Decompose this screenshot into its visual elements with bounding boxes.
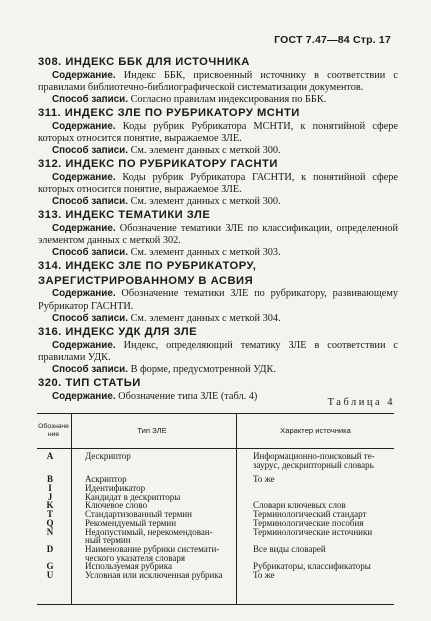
- table-row: J Кандидат в дескрипторы: [47, 491, 181, 502]
- section-heading: 314. ИНДЕКС ЗЛЕ ПО РУБРИКАТОРУ, ЗАРЕГИСТРИРОВАННОМУ В АСВИЯ: [38, 260, 257, 287]
- section-content: Содержание. Индекс ББК, присвоенный источнику в соответствии с правилами библиотечно-библиографической систематизации документов.: [38, 69, 398, 93]
- table-row: G Используемая рубрика Рубрикаторы, классификаторы: [46, 561, 371, 572]
- section-heading: 312. ИНДЕКС ПО РУБРИКАТОРУ ГАСНТИ: [38, 158, 278, 171]
- table-row: заурус, дескрипторный словарь: [253, 459, 374, 470]
- section-heading: 316. ИНДЕКС УДК ДЛЯ ЗЛЕ: [38, 326, 198, 339]
- section-content: Содержание. Коды рубрик Рубрикатора ГАСНТИ, к понятийной сфере которых относится понятие, выражаемое ЗЛЕ.: [38, 171, 399, 195]
- table-row: B Аскриптор То же: [46, 474, 275, 485]
- col-header-symbol: Обозначение: [38, 423, 69, 438]
- table-body: [37, 452, 394, 580]
- table-row: U Условная или исключенная рубрика То же: [46, 569, 275, 580]
- section-heading: 308. ИНДЕКС ББК ДЛЯ ИСТОЧНИКА: [38, 56, 250, 68]
- section-method: Способ записи. Согласно правилам индексирования по ББК.: [52, 93, 327, 105]
- section-method: Способ записи. В форме, предусмотренной УДК.: [52, 363, 276, 375]
- section-method: Способ записи. См. элемент данных с меткой 304.: [52, 312, 281, 324]
- table-row: ный термин: [85, 535, 131, 546]
- section-content: Содержание. Индекс, определяющий тематику ЗЛЕ в соответствии с правилами УДК.: [38, 339, 398, 363]
- section-content: Содержание. Обозначение типа ЗЛЕ (табл. 4): [52, 390, 258, 402]
- table-title: Таблица 4: [327, 397, 395, 408]
- table-header: [37, 414, 394, 449]
- table-row: T Стандартизованный термин Терминологический стандарт: [46, 509, 367, 520]
- table-row: I Идентификатор: [48, 483, 146, 494]
- section-method: Способ записи. См. элемент данных с меткой 300.: [52, 196, 281, 208]
- table-row: ческого указателя словаря: [85, 552, 185, 563]
- table-row: N Недопустимый, нерекомендован- Терминологические источники: [46, 526, 373, 537]
- section-content: Содержание. Коды рубрик Рубрикатора МСНТИ, к понятийной сфере которых относится понятие, выражаемое ЗЛЕ.: [38, 120, 398, 144]
- section-method: Способ записи. См. элемент данных с меткой 303.: [52, 247, 281, 259]
- table-row: Q Рекомендуемый термин Терминологические пособия: [46, 517, 364, 528]
- page-header: ГОСТ 7.47—84 Стр. 17: [274, 34, 391, 46]
- section-content: Содержание. Обозначение тематики ЗЛЕ по классификации, определенной элементом данных с меткой 302.: [38, 222, 398, 247]
- section-content: Содержание. Обозначение тематики ЗЛЕ по рубрикатору, развивающему Рубрикатор ГАСНТИ.: [38, 288, 398, 312]
- table-row: A Дескриптор Информационно-поисковый те-: [46, 451, 375, 461]
- section-heading: 313. ИНДЕКС ТЕМАТИКИ ЗЛЕ: [38, 209, 211, 222]
- col-header-type: Тип ЗЛЕ: [137, 426, 167, 435]
- section-heading: 320. ТИП СТАТЬИ: [38, 377, 141, 390]
- table-row: K Ключевое слово Словари ключевых слов: [46, 500, 346, 511]
- section-heading: 311. ИНДЕКС ЗЛЕ ПО РУБРИКАТОРУ МСНТИ: [38, 107, 300, 120]
- table-row: D Наименование рубрики системати- Все виды словарей: [46, 543, 326, 554]
- col-header-source: Характер источника: [280, 426, 351, 435]
- section-method: Способ записи. См. элемент данных с меткой 300.: [52, 145, 281, 157]
- type-table: [37, 413, 394, 605]
- page-content: [38, 55, 398, 403]
